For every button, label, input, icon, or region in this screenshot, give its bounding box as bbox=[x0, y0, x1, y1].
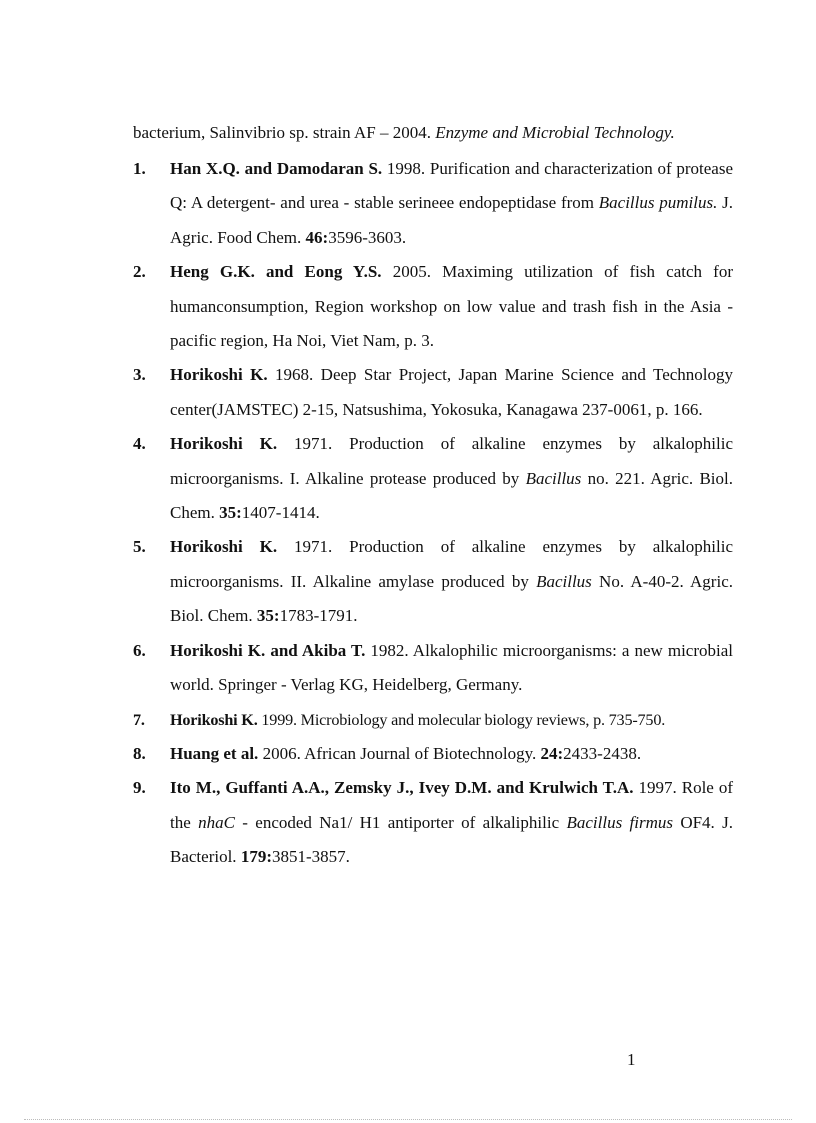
reference-number: 4. bbox=[133, 434, 146, 454]
reference-text: 1998. Purification and characterization of protease Q: A detergent- and urea - stable serineee endopeptidase from bbox=[170, 159, 733, 213]
continued-reference-text: bacterium, Salinvibrio sp. strain AF – 2004. bbox=[133, 123, 431, 142]
reference-text: 2006. African Journal of Biotechnology. bbox=[258, 743, 541, 763]
continued-reference-journal: Enzyme and Microbial Technology. bbox=[435, 123, 675, 142]
reference-number: 8. bbox=[133, 743, 146, 763]
reference-text: 1968. Deep Star Project, Japan Marine Science and Technology center(JAMSTEC) 2-15, Natsushima, Yokosuka, Kanagawa 237-0061, p. 166. bbox=[170, 365, 734, 419]
reference-species: Bacillus bbox=[525, 468, 582, 488]
reference-number: 3. bbox=[133, 365, 146, 385]
reference-number: 6. bbox=[133, 640, 146, 660]
reference-text: 1971. Production of alkaline enzymes by alkalophilic microorganisms. I. Alkaline protease produced by bbox=[170, 434, 733, 488]
reference-text: OF4. J. Bacteriol. bbox=[170, 812, 733, 867]
reference-authors: Horikoshi K. and Akiba T. bbox=[170, 640, 366, 660]
reference-number: 9. bbox=[133, 778, 146, 798]
reference-volume: 24: bbox=[540, 743, 564, 763]
reference-species: Bacillus pumilus. bbox=[598, 193, 718, 213]
reference-authors: Horikoshi K. bbox=[170, 710, 258, 729]
reference-text: 1999. Microbiology and molecular biology reviews, p. 735-750. bbox=[257, 710, 666, 729]
reference-pages: 3596-3603. bbox=[328, 227, 407, 247]
reference-volume: 35: bbox=[219, 503, 242, 523]
reference-list bbox=[133, 152, 733, 875]
reference-volume: 35: bbox=[256, 606, 280, 626]
reference-item-3 bbox=[133, 358, 733, 427]
reference-pages: 1783-1791. bbox=[279, 606, 358, 626]
reference-authors: Heng G.K. and Eong Y.S. bbox=[170, 262, 382, 282]
reference-species: Bacillus firmus bbox=[566, 812, 673, 832]
reference-item-6 bbox=[133, 634, 733, 703]
reference-pages: 2433-2438. bbox=[563, 743, 642, 763]
reference-text: no. 221. Agric. Biol. Chem. bbox=[170, 468, 733, 523]
reference-volume: 46: bbox=[305, 227, 329, 247]
reference-item-5 bbox=[133, 530, 733, 633]
reference-number: 7. bbox=[133, 710, 145, 729]
reference-number: 5. bbox=[133, 537, 146, 557]
reference-text: - encoded Na1/ H1 antiporter of alkaliphilic bbox=[234, 812, 567, 832]
reference-text: 1997. Role of the bbox=[170, 778, 733, 832]
reference-authors: Horikoshi K. bbox=[170, 434, 278, 454]
reference-text: No. A-40-2. Agric. Biol. Chem. bbox=[170, 571, 733, 626]
reference-gene: nhaC bbox=[198, 812, 235, 832]
reference-text: 2005. Maximing utilization of fish catch for humanconsumption, Region workshop on low value and trash fish in the Asia - pacific region, Ha Noi, Viet Nam, p. 3. bbox=[170, 262, 733, 351]
reference-item-9 bbox=[133, 771, 733, 874]
reference-item-2 bbox=[133, 255, 733, 358]
reference-pages: 1407-1414. bbox=[241, 503, 320, 523]
reference-authors: Ito M., Guffanti A.A., Zemsky J., Ivey D.M. and Krulwich T.A. bbox=[170, 778, 634, 798]
reference-text: J. Agric. Food Chem. bbox=[170, 193, 733, 247]
reference-item-7 bbox=[133, 703, 733, 737]
continued-reference-line bbox=[133, 120, 733, 146]
reference-item-8 bbox=[133, 737, 733, 771]
reference-authors: Horikoshi K. bbox=[170, 537, 278, 557]
reference-species: Bacillus bbox=[536, 571, 592, 591]
reference-item-1 bbox=[133, 152, 733, 255]
reference-text: 1982. Alkalophilic microorganisms: a new microbial world. Springer - Verlag KG, Heidelberg, Germany. bbox=[170, 640, 733, 695]
reference-volume: 179: bbox=[240, 847, 272, 867]
reference-number: 2. bbox=[133, 262, 146, 282]
reference-number: 1. bbox=[133, 159, 146, 178]
reference-item-4 bbox=[133, 427, 733, 530]
page-bottom-divider bbox=[24, 1119, 792, 1120]
reference-authors: Horikoshi K. bbox=[170, 365, 268, 385]
page-number: 1 bbox=[627, 1050, 636, 1069]
reference-text: 1971. Production of alkaline enzymes by alkalophilic microorganisms. II. Alkaline amylase produced by bbox=[170, 537, 733, 591]
reference-authors: Han X.Q. and Damodaran S. bbox=[170, 159, 383, 178]
reference-pages: 3851-3857. bbox=[271, 847, 350, 867]
reference-authors: Huang et al. bbox=[170, 743, 259, 763]
